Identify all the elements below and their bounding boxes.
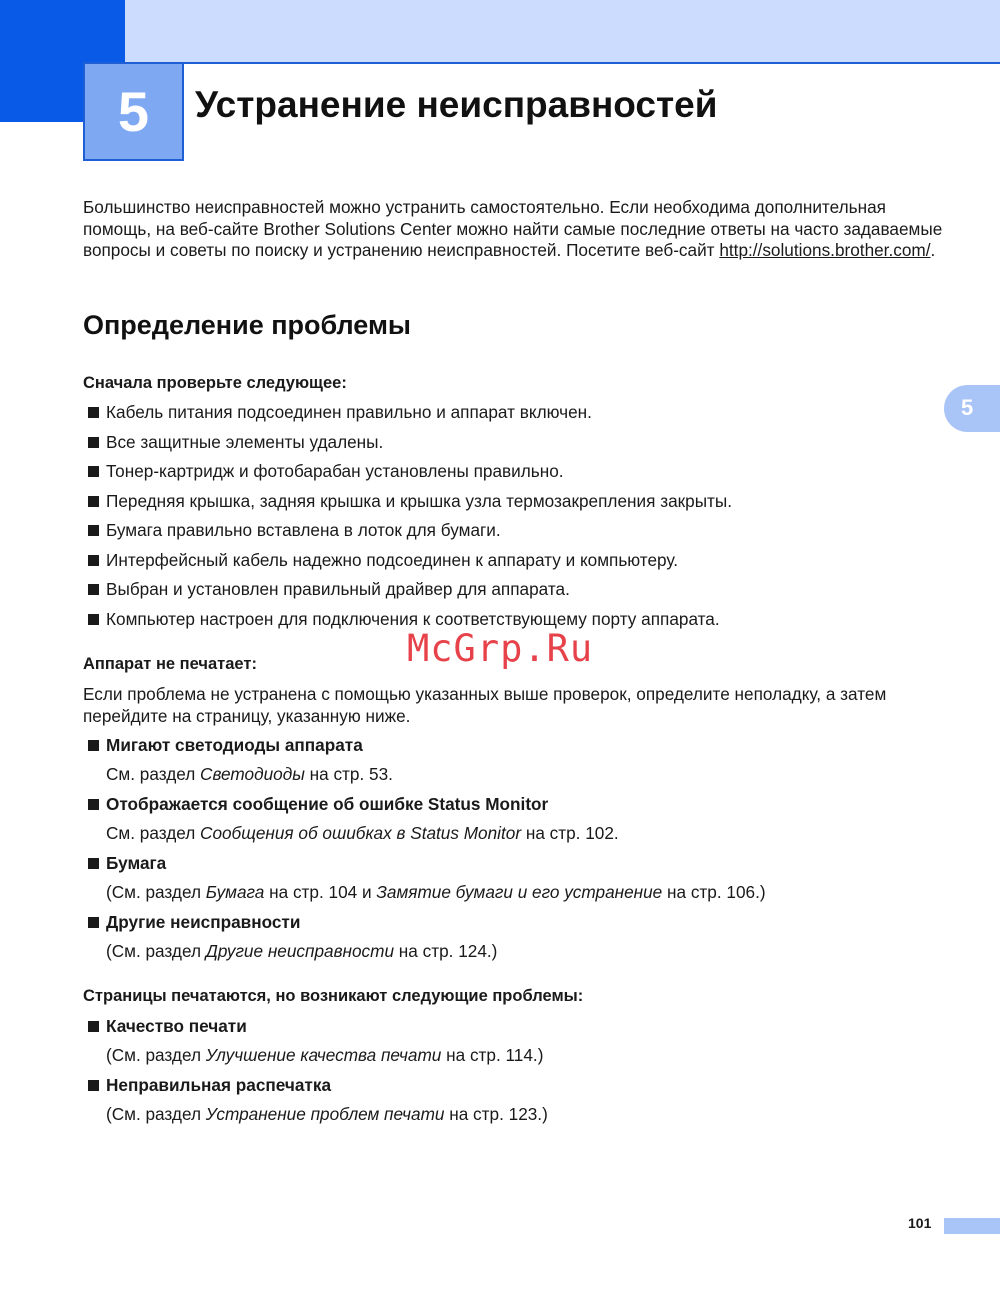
solutions-link[interactable]: http://solutions.brother.com/ — [719, 240, 931, 260]
chapter-title: Устранение неисправностей — [195, 84, 718, 125]
chapter-side-tab[interactable]: 5 — [944, 385, 1000, 432]
bullet-icon — [88, 614, 99, 625]
chapter-number-box: 5 — [83, 62, 184, 161]
reference-line: (См. раздел Бумага на стр. 104 и Замятие бумаги и его устранение на стр. 106.) — [106, 882, 766, 902]
list-item: Отображается сообщение об ошибке Status Monitor — [88, 794, 548, 815]
reference-link[interactable]: Другие неисправности — [205, 941, 395, 961]
bullet-icon — [88, 466, 99, 477]
printed-problems-heading: Страницы печатаются, но возникают следующие проблемы: — [83, 987, 584, 1005]
reference-link[interactable]: Улучшение качества печати — [205, 1045, 442, 1065]
header-band — [0, 0, 1000, 64]
checks-heading: Сначала проверьте следующее: — [83, 374, 347, 392]
reference-line: См. раздел Светодиоды на стр. 53. — [106, 764, 393, 784]
list-item: Тонер-картридж и фотобарабан установлены правильно. — [88, 459, 732, 489]
bullet-icon — [88, 740, 99, 751]
reference-link[interactable]: Замятие бумаги и его устранение — [376, 882, 663, 902]
reference-link[interactable]: Сообщения об ошибках в Status Monitor — [200, 823, 522, 843]
list-item: Интерфейсный кабель надежно подсоединен к аппарату и компьютеру. — [88, 548, 732, 578]
list-item: Передняя крышка, задняя крышка и крышка узла термозакрепления закрыты. — [88, 489, 732, 519]
bullet-icon — [88, 555, 99, 566]
reference-link[interactable]: Светодиоды — [200, 764, 305, 784]
bullet-icon — [88, 1021, 99, 1032]
reference-link[interactable]: Бумага — [205, 882, 265, 902]
list-item: Все защитные элементы удалены. — [88, 430, 732, 460]
bullet-icon — [88, 917, 99, 928]
checks-list — [88, 400, 732, 636]
bullet-icon — [88, 858, 99, 869]
list-item: Неправильная распечатка — [88, 1075, 331, 1096]
not-printing-heading: Аппарат не печатает: — [83, 655, 257, 673]
reference-line: (См. раздел Устранение проблем печати на стр. 123.) — [106, 1104, 548, 1124]
bullet-icon — [88, 437, 99, 448]
list-item: Кабель питания подсоединен правильно и аппарат включен. — [88, 400, 732, 430]
list-item: Другие неисправности — [88, 912, 300, 933]
page-number-bar — [944, 1218, 1000, 1234]
reference-line: См. раздел Сообщения об ошибках в Status Monitor на стр. 102. — [106, 823, 619, 843]
intro-paragraph: Большинство неисправностей можно устранить самостоятельно. Если необходима дополнительная помощь, на веб-сайте Brother Solutions Center можно найти самые последние ответы на часто задаваемые вопросы и советы по поиску и устранению неисправностей. Посетите веб-сайт http://solutions.brother.com/. — [83, 197, 943, 260]
list-item: Мигают светодиоды аппарата — [88, 735, 363, 756]
bullet-icon — [88, 584, 99, 595]
bullet-icon — [88, 407, 99, 418]
section-title: Определение проблемы — [83, 310, 411, 340]
bullet-icon — [88, 525, 99, 536]
page-number: 101 — [908, 1215, 932, 1231]
list-item: Компьютер настроен для подключения к соответствующему порту аппарата. — [88, 607, 732, 637]
not-printing-text: Если проблема не устранена с помощью указанных выше проверок, определите неполадку, а затем перейдите на страницу, указанную ниже. — [83, 684, 887, 726]
reference-line: (См. раздел Другие неисправности на стр. 124.) — [106, 941, 498, 961]
watermark: McGrp.Ru — [407, 627, 594, 670]
bullet-icon — [88, 1080, 99, 1091]
list-item: Бумага — [88, 853, 166, 874]
list-item: Бумага правильно вставлена в лоток для бумаги. — [88, 518, 732, 548]
reference-link[interactable]: Устранение проблем печати — [205, 1104, 445, 1124]
bullet-icon — [88, 496, 99, 507]
list-item: Качество печати — [88, 1016, 247, 1037]
bullet-icon — [88, 799, 99, 810]
intro-block — [83, 197, 943, 262]
reference-line: (См. раздел Улучшение качества печати на стр. 114.) — [106, 1045, 544, 1065]
list-item: Выбран и установлен правильный драйвер для аппарата. — [88, 577, 732, 607]
